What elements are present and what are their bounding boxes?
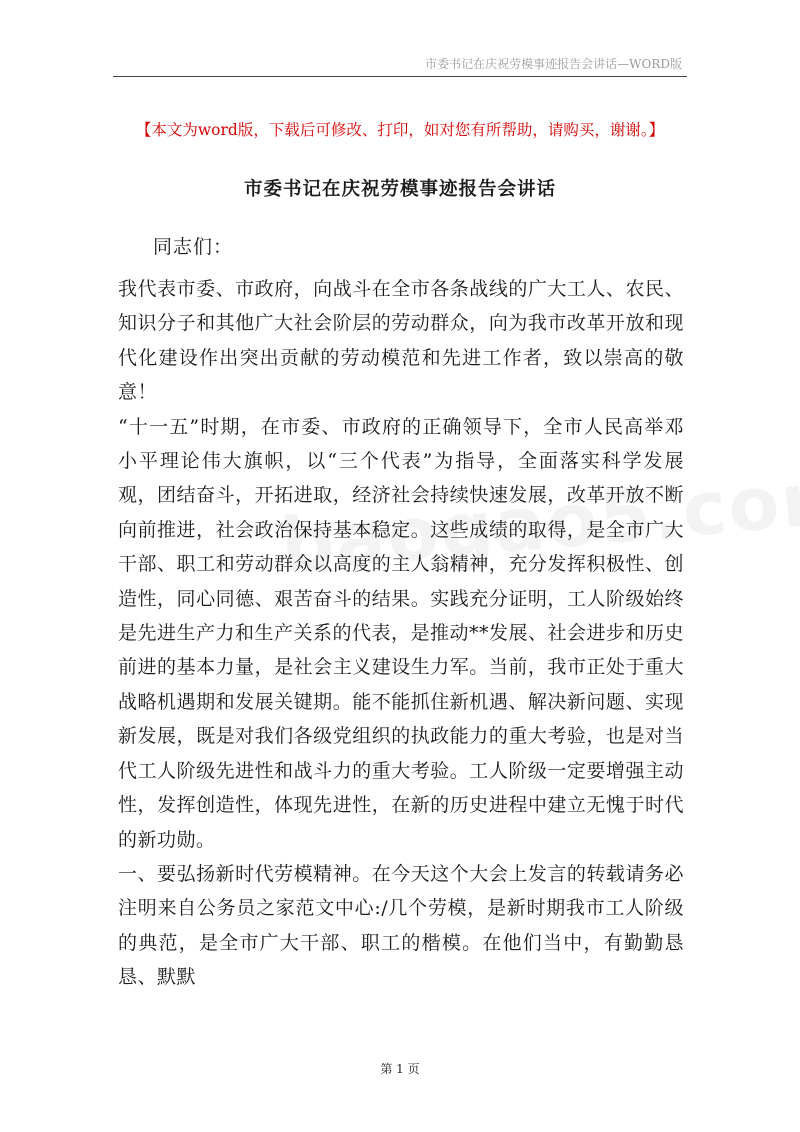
paragraph: 我代表市委、市政府，向战斗在全市各条战线的广大工人、农民、知识分子和其他广大社会阶层的劳动群众，向为我市改革开放和现代化建设作出突出贡献的劳动模范和先进工作者，致以崇高的敬意！ bbox=[118, 278, 684, 404]
salutation: 同志们： bbox=[153, 236, 234, 258]
header-divider bbox=[113, 76, 687, 77]
paragraph: “十一五”时期，在市委、市政府的正确领导下，全市人民高举邓小平理论伟大旗帜，以“三个代表”为指导，全面落实科学发展观，团结奋斗，开拓进取，经济社会持续快速发展，改革开放不断向前推进，社会政治保持基本稳定。这些成绩的取得，是全市广大干部、职工和劳动群众以高度的主人翁精神，充分发挥积极性、创造性，同心同德、艰苦奋斗的结果。实践充分证明，工人阶级始终是先进生产力和生产关系的代表，是推动**发展、社会进步和历史前进的基本力量，是社会主义建设生力军。当前，我市正处于重大战略机遇期和发展关键期。能不能抓住新机遇、解决新问题、实现新发展，既是对我们各级党组织的执政能力的重大考验，也是对当代工人阶级先进性和战斗力的重大考验。工人阶级一定要增强主动性，发挥创造性，体现先进性，在新的历史进程中建立无愧于时代的新功勋。 bbox=[118, 415, 685, 851]
running-header: 市委书记在庆祝劳模事迹报告会讲话—WORD版 bbox=[425, 57, 682, 71]
document-title: 市委书记在庆祝劳模事迹报告会讲话 bbox=[243, 179, 556, 200]
page-number: 第 1 页 bbox=[380, 1062, 420, 1076]
purchase-notice: 【本文为word版，下载后可修改、打印，如对您有所帮助，请购买，谢谢。】 bbox=[135, 121, 665, 139]
document-body bbox=[118, 272, 684, 995]
paragraph: 一、要弘扬新时代劳模精神。在今天这个大会上发言的转载请务必注明来自公务员之家范文中心:/几个劳模，是新时期我市工人阶级的典范，是全市广大干部、职工的楷模。在他们当中，有勤勤恳恳、默默 bbox=[118, 862, 684, 989]
